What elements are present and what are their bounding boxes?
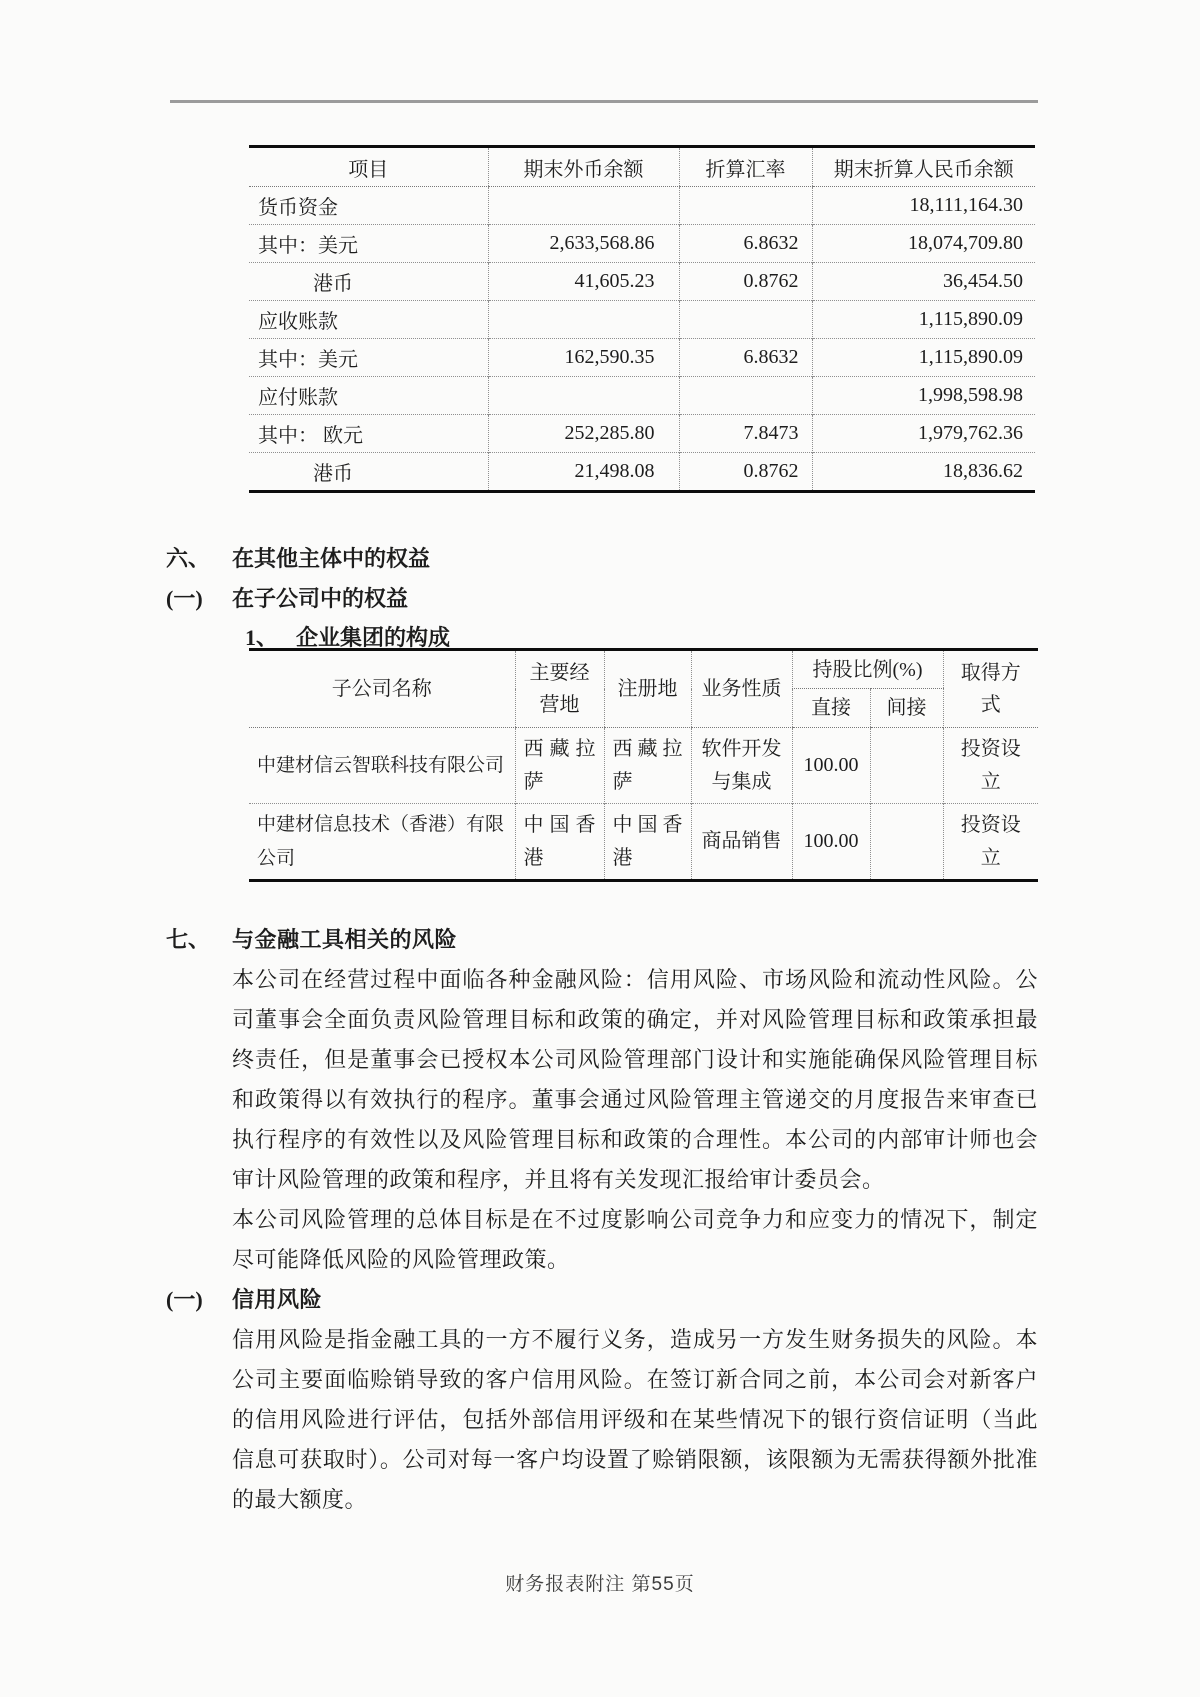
subsidiary-main-place: 中国香港 (515, 804, 604, 881)
subsidiary-method: 投资设立 (943, 728, 1038, 804)
fx-rmb-value: 18,074,709.80 (812, 225, 1035, 263)
fx-item-label: 港币 (249, 453, 488, 492)
fx-item-label: 其中： 欧元 (249, 415, 488, 453)
col-header-subsidiary-name: 子公司名称 (249, 650, 515, 728)
fx-col-header-rmb-balance: 期末折算人民币余额 (812, 147, 1035, 187)
subsidiary-business: 软件开发与集成 (691, 728, 792, 804)
subsidiary-direct-ratio: 100.00 (792, 804, 870, 881)
fx-col-header-rate: 折算汇率 (679, 147, 812, 187)
fx-col-header-foreign-balance: 期末外币余额 (488, 147, 679, 187)
fx-conversion-table (249, 145, 1035, 493)
section-6-1-heading (163, 581, 408, 617)
table-row (249, 187, 1035, 225)
section-number: 1、 (245, 625, 279, 650)
fx-rmb-value: 1,979,762.36 (812, 415, 1035, 453)
fx-rmb-value: 1,115,890.09 (812, 301, 1035, 339)
table-row (249, 225, 1035, 263)
fx-rmb-value: 1,998,598.98 (812, 377, 1035, 415)
section-title: 信用风险 (232, 1287, 323, 1312)
fx-foreign-value: 41,605.23 (488, 263, 679, 301)
subsidiary-business: 商品销售 (691, 804, 792, 881)
fx-foreign-value: 2,633,568.86 (488, 225, 679, 263)
table-row (249, 453, 1035, 492)
table-row (249, 728, 1038, 804)
col-header-main-place: 主要经营地 (515, 650, 604, 728)
col-header-acquisition-method: 取得方式 (943, 650, 1038, 728)
table-row (249, 377, 1035, 415)
fx-rmb-value: 36,454.50 (812, 263, 1035, 301)
fx-item-label: 其中：美元 (249, 225, 488, 263)
fx-item-label: 货币资金 (258, 197, 338, 219)
fx-foreign-value: 21,498.08 (488, 453, 679, 492)
section-7 (163, 920, 1038, 1520)
fx-item-label: 应付账款 (249, 377, 488, 415)
subsidiary-registered-place: 中国香港 (604, 804, 691, 881)
section-title: 企业集团的构成 (296, 625, 451, 650)
subsidiary-direct-ratio: 100.00 (792, 728, 870, 804)
col-header-direct: 直接 (792, 689, 870, 728)
fx-rmb-value: 18,836.62 (812, 453, 1035, 492)
subsidiaries-table (249, 648, 1038, 882)
fx-rate-value: 0.8762 (679, 453, 812, 492)
page-footer: 财务报表附注 第55页 (505, 1574, 695, 1595)
fx-rate-value (679, 187, 812, 225)
table-row (249, 415, 1035, 453)
risk-overview-paragraph: 本公司在经营过程中面临各种金融风险：信用风险、市场风险和流动性风险。公司董事会全面负责风险管理目标和政策的确定，并对风险管理目标和政策承担最终责任，但是董事会已授权本公司风险管理部门设计和实施能确保风险管理目标和政策得以有效执行的程序。董事会通过风险管理主管递交的月度报告来审查已执行程序的有效性以及风险管理目标和政策的合理性。本公司的内部审计师也会审计风险管理的政策和程序，并且将有关发现汇报给审计委员会。 (232, 967, 1038, 1192)
fx-col-header-item: 项目 (249, 147, 488, 187)
col-header-business-nature: 业务性质 (691, 650, 792, 728)
section-number: (一) (166, 586, 203, 611)
section-title: 与金融工具相关的风险 (232, 927, 458, 952)
page-header-rule (170, 100, 1038, 103)
subsidiary-registered-place: 西藏拉萨 (604, 728, 691, 804)
fx-foreign-value: 162,590.35 (488, 339, 679, 377)
col-header-shareholding-ratio: 持股比例(%) (792, 650, 943, 689)
section-6-heading (163, 541, 430, 577)
fx-item-label: 应收账款 (249, 301, 488, 339)
subsidiaries-header-row (249, 650, 1038, 689)
fx-foreign-value (488, 187, 679, 225)
fx-rmb-value: 18,111,164.30 (812, 187, 1035, 225)
section-title: 在其他主体中的权益 (232, 546, 431, 571)
table-row (249, 339, 1035, 377)
fx-rate-value: 6.8632 (679, 339, 812, 377)
section-number: 六、 (166, 546, 211, 571)
table-row (249, 301, 1035, 339)
subsidiary-main-place: 西藏拉萨 (515, 728, 604, 804)
fx-item-label: 其中：美元 (249, 339, 488, 377)
subsidiary-name: 中建材信云智联科技有限公司 (257, 754, 505, 776)
subsidiary-name: 中建材信息技术（香港）有限公司 (249, 804, 515, 881)
credit-risk-paragraph: 信用风险是指金融工具的一方不履行义务，造成另一方发生财务损失的风险。本公司主要面临赊销导致的客户信用风险。在签订新合同之前，本公司会对新客户的信用风险进行评估，包括外部信用评级和在某些情况下的银行资信证明（当此信息可获取时）。公司对每一客户均设置了赊销限额，该限额为无需获得额外批准的最大额度。 (232, 1327, 1038, 1512)
fx-item-label: 港币 (249, 263, 488, 301)
table-row (249, 263, 1035, 301)
fx-rate-value (679, 377, 812, 415)
table-row (249, 804, 1038, 881)
fx-foreign-value: 252,285.80 (488, 415, 679, 453)
section-number: (一) (166, 1287, 203, 1312)
fx-rmb-value: 1,115,890.09 (812, 339, 1035, 377)
fx-rate-value: 7.8473 (679, 415, 812, 453)
subsidiary-indirect-ratio (870, 728, 943, 804)
section-number: 七、 (166, 927, 211, 952)
risk-goal-paragraph: 本公司风险管理的总体目标是在不过度影响公司竞争力和应变力的情况下，制定尽可能降低风险的风险管理政策。 (232, 1207, 1038, 1272)
section-title: 在子公司中的权益 (232, 586, 409, 611)
fx-rate-value: 6.8632 (679, 225, 812, 263)
col-header-indirect: 间接 (870, 689, 943, 728)
section-7-heading (163, 920, 1038, 960)
fx-rate-value (679, 301, 812, 339)
subsidiary-indirect-ratio (870, 804, 943, 881)
fx-foreign-value (488, 301, 679, 339)
fx-rate-value: 0.8762 (679, 263, 812, 301)
col-header-registered-place: 注册地 (604, 650, 691, 728)
subsidiary-method: 投资设立 (943, 804, 1038, 881)
section-7-1-heading (163, 1280, 1038, 1320)
fx-foreign-value (488, 377, 679, 415)
fx-table-header-row (249, 147, 1035, 187)
